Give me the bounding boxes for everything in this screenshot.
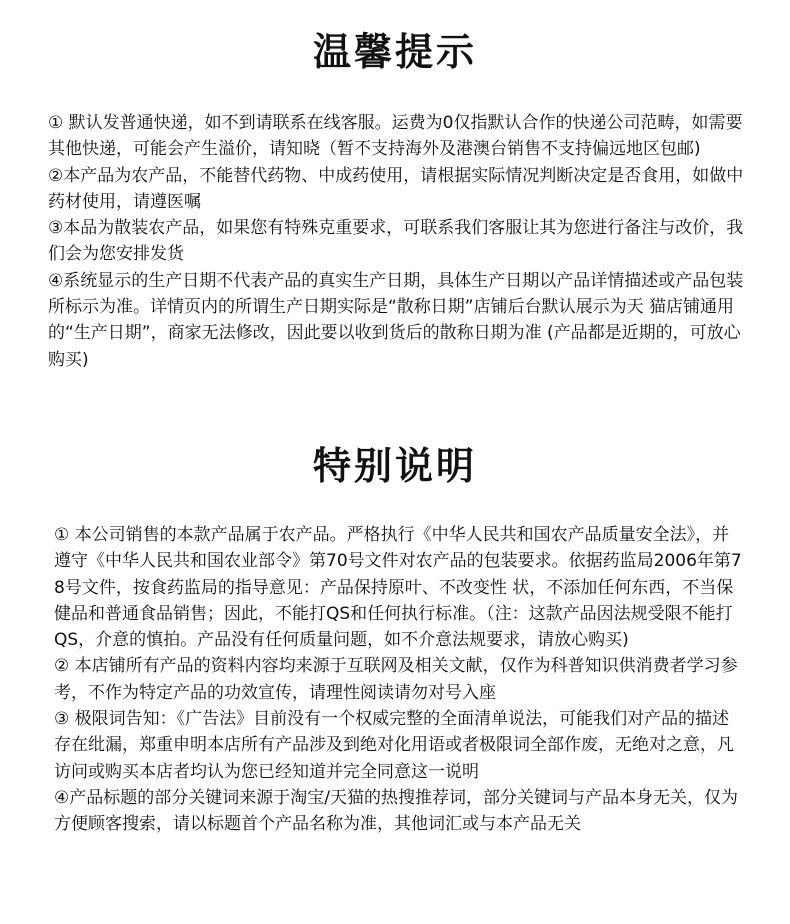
- notice-item-3: ③本品为散装农产品，如果您有特殊克重要求，可联系我们客服让其为您进行备注与改价，我们会为您安排发货: [48, 218, 744, 265]
- notice-item-1: ① 默认发普通快递，如不到请联系在线客服。运费为0仅指默认合作的快递公司范畴，如需要其他快递，可能会产生溢价，请知晓（暂不支持海外及港澳台销售不支持偏远地区包邮): [48, 113, 743, 160]
- special-section: [0, 444, 790, 838]
- special-item-1: ① 本公司销售的本款产品属于农产品。严格执行《中华人民共和国农产品质量安全法》，并遵守《中华人民共和国农业部令》第70号文件对农产品的包装要求。依据药监局2006年第78号文件，按食药监局的指导意见：产品保持原叶、不改变性 状，不添加任何东西，不当保健品和普通食品销售；因此，不能打QS和任何执行标准。（注：这款产品因法规受限不能打QS，介意的慎拍。产品没有任何质量问题，如不介意法规要求，请放心购买): [54, 525, 742, 651]
- notice-list: [48, 110, 750, 373]
- special-item-3: ③ 极限词告知：《广告法》目前没有一个权威完整的全面清单说法，可能我们对产品的描述存在纰漏，郑重申明本店所有产品涉及到绝对化用语或者极限词全部作废，无绝对之意，凡访问或购买本店者均认为您已经知道并完全同意这一说明: [54, 709, 734, 782]
- special-list: [54, 522, 744, 838]
- notice-item-4: ④系统显示的生产日期不代表产品的真实生产日期，具体生产日期以产品详情描述或产品包装所标示为准。详情页内的所谓生产日期实际是“散称日期”店铺后台默认展示为天 猫店铺通用的“生产日期”，商家无法修改，因此要以收到货后的散称日期为准 (产品都是近期的，可放心购买): [48, 270, 744, 370]
- notice-title: 温馨提示: [312, 29, 477, 74]
- special-item-2: ② 本店铺所有产品的资料内容均来源于互联网及相关文献，仅作为科普知识供消费者学习参考，不作为特定产品的功效宣传，请理性阅读请勿对号入座: [54, 656, 738, 703]
- special-item-4: ④产品标题的部分关键词来源于淘宝/天猫的热搜推荐词，部分关键词与产品本身无关，仅为方便顾客搜索，请以标题首个产品名称为准，其他词汇或与本产品无关: [54, 787, 738, 835]
- special-title: 特别说明: [312, 443, 477, 488]
- notice-section: [0, 30, 790, 373]
- notice-item-2: ②本产品为农产品，不能替代药物、中成药使用，请根据实际情况判断决定是否食用，如做中药材使用，请遵医嘱: [48, 165, 744, 212]
